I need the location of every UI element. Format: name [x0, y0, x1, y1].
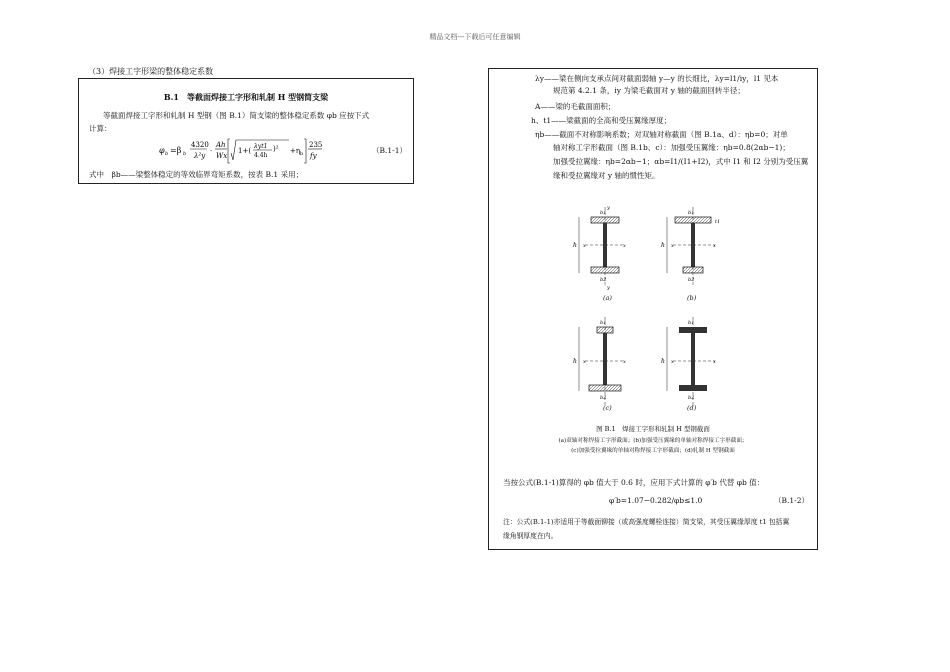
figure-label-c: (c) — [603, 404, 612, 412]
svg-text:b1: b1 — [688, 320, 695, 326]
section-a-diagram — [573, 205, 626, 291]
height-definition: h、t1——梁截面的全高和受压翼缘厚度； — [531, 116, 672, 125]
figure-label-a: (a) — [603, 294, 612, 302]
figure-label-d: (d) — [687, 404, 697, 412]
svg-text:4320: 4320 — [191, 141, 209, 149]
eta-definition-2: 轴对称工字形截面（图 B.1b、c）：加强受压翼缘：ηb=0.8(2αb−1)； — [553, 143, 790, 152]
svg-text:x: x — [583, 243, 586, 249]
section-heading: （3）焊接工字形梁的整体稳定系数 — [88, 67, 214, 76]
svg-text:b1: b1 — [688, 210, 695, 216]
svg-text:·: · — [210, 147, 213, 155]
left-clause-box — [78, 78, 414, 184]
lambda-definition-1: λy——梁在侧向支承点间对截面弱轴 y—y 的长细比，λy=l1/iy，l1 见本 — [535, 74, 779, 83]
svg-text:x: x — [671, 359, 674, 365]
svg-text:x: x — [583, 359, 586, 365]
svg-text:b1: b1 — [600, 210, 607, 216]
figure-subcaption-2: (c)加强受拉翼缘的单轴对称焊接工字形截面；(d)轧制 H 型钢截面 — [571, 448, 735, 454]
eta-definition-4: 缘和受拉翼缘对 y 轴的惯性矩。 — [553, 171, 660, 180]
section-c-diagram — [573, 317, 626, 407]
formula-b1-2: φ′b=1.07−0.282/φb≤1.0 — [609, 496, 703, 505]
svg-text:t1: t1 — [715, 219, 721, 225]
svg-text:b: b — [300, 151, 304, 157]
svg-text:x: x — [713, 359, 716, 365]
equation-number-b1-2: （B.1-2） — [774, 496, 809, 505]
svg-text:λ²y: λ²y — [194, 152, 206, 160]
formula-b1-1-graphic — [139, 136, 339, 166]
svg-text:λyt1: λyt1 — [254, 143, 268, 150]
svg-text:b2: b2 — [600, 395, 607, 401]
svg-text:b: b — [165, 151, 169, 157]
svg-text:x: x — [671, 243, 674, 249]
intro-text-1: 等截面焊接工字形和轧制 H 型钢（图 B.1）简支梁的整体稳定系数 φb 应按下式 — [103, 111, 370, 120]
area-definition: A——梁的毛截面面积； — [535, 102, 616, 111]
equation-number-b1-1: （B.1-1） — [372, 146, 407, 155]
svg-text:b2: b2 — [600, 277, 607, 283]
svg-text:235: 235 — [309, 141, 323, 149]
figure-b1-sections — [569, 203, 739, 419]
intro-text-2: 计算： — [89, 124, 112, 133]
svg-text:b2: b2 — [688, 277, 695, 283]
figure-subcaption-1: (a)双轴对称焊接工字形截面；(b)加强受压翼缘的单轴对称焊接工字形截面； — [558, 438, 748, 444]
svg-text:x: x — [623, 359, 626, 365]
svg-text:y: y — [607, 205, 610, 211]
svg-text:x: x — [623, 243, 626, 249]
lambda-definition-2: 规范第 4.2.1 条，iy 为梁毛截面对 y 轴的截面回转半径； — [553, 86, 745, 95]
svg-text:h: h — [661, 242, 665, 249]
right-clause-box — [488, 68, 818, 550]
svg-text:x: x — [713, 243, 716, 249]
svg-text:h: h — [661, 358, 665, 365]
svg-text:Wx: Wx — [216, 152, 228, 160]
svg-text:1+(: 1+( — [238, 147, 252, 155]
svg-text:fy: fy — [310, 152, 317, 160]
formula-b1-1 — [139, 136, 409, 166]
figure-label-b: (b) — [687, 294, 697, 302]
figure-title: 图 B.1 焊接工字形和轧制 H 型钢截面 — [596, 425, 710, 433]
section-b-diagram — [661, 207, 720, 287]
svg-text:4.4h: 4.4h — [254, 152, 268, 159]
svg-text:h: h — [573, 242, 577, 249]
svg-text:=β: =β — [170, 146, 182, 155]
note-line-1: 注：公式(B.1-1)亦适用于等截面铆接（或高强度螺栓连接）简支梁，其受压翼缘厚度 t1 包括翼 — [503, 518, 790, 526]
svg-text:+η: +η — [290, 147, 301, 155]
page-header: 精品文档---下载后可任意编辑 — [429, 33, 521, 41]
svg-text:y: y — [607, 285, 610, 291]
section-d-diagram — [661, 317, 716, 407]
svg-text:b: b — [183, 151, 187, 157]
eta-definition-1: ηb——截面不对称影响系数；对双轴对称截面（图 B.1a、d）：ηb=0；对单 — [535, 130, 788, 139]
svg-text:b1: b1 — [600, 320, 607, 326]
eta-definition-3: 加强受拉翼缘：ηb=2αb−1；αb=I1/(I1+I2)，式中 I1 和 I2 分别为受压翼 — [553, 157, 809, 166]
svg-text:)²: )² — [273, 145, 279, 153]
svg-text:h: h — [573, 358, 577, 365]
svg-text:b2: b2 — [688, 395, 695, 401]
where-text: 式中 βb——梁整体稳定的等效临界弯矩系数，按表 B.1 采用； — [89, 170, 304, 179]
svg-text:Ah: Ah — [216, 141, 226, 149]
svg-text:φ: φ — [159, 146, 165, 155]
clause-title: B.1 等截面焊接工字形和轧制 H 型钢简支梁 — [163, 92, 329, 102]
replacement-condition: 当按公式(B.1-1)算得的 φb 值大于 0.6 时，应用下式计算的 φ′b 代替 φb 值： — [503, 478, 765, 487]
note-line-2: 缘角钢厚度在内。 — [503, 532, 558, 540]
